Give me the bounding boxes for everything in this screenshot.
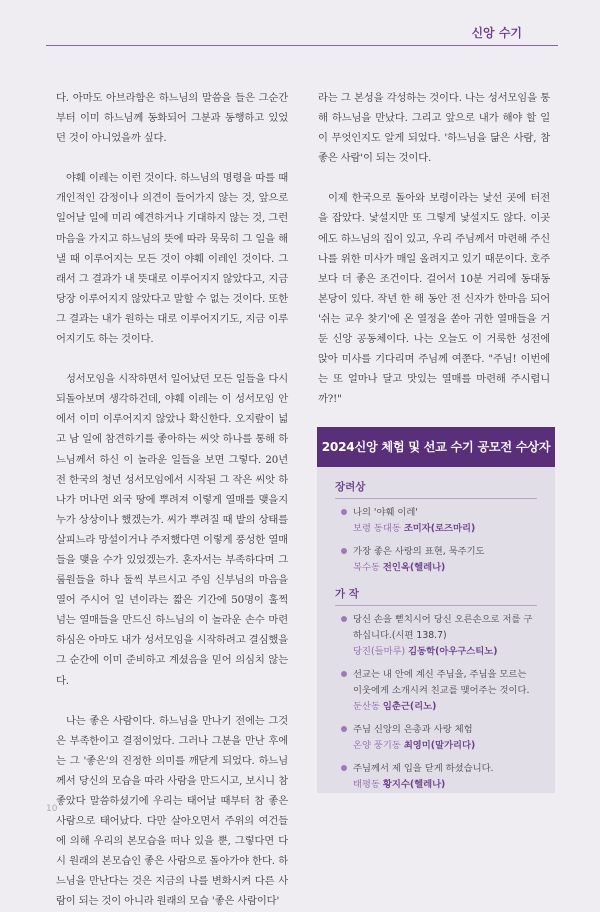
page-number: 10 bbox=[46, 804, 58, 814]
paragraph: 성서모임을 시작하면서 일어났던 모든 일들을 다시 되돌아보며 생각하건데, 야훼 이레는 이 성서모임 안에서 이미 이루어지지 않았나 확신한다. 오지랖이 넓고 남 일에 참견하기를 좋아하는 씨앗 하나를 통해 하느님께서 하신 이 놀라운 일들을 보면 그렇다. 20년 전 한국의 청년 성서모임에서 시작된 그 작은 씨앗 하나가 머나먼 외국 땅에 뿌려져 이렇게 열매를 맺을지 누가 상상이나 했겠는가. 씨가 뿌려질 때 밭의 상태를 살피느라 망설이거나 주저했다면 이렇게 풍성한 열매들을 맺을 수가 있었겠는가. 혼자서는 부족하다며 그 룹원들을 하나 둘씩 부르시고 주임 신부님의 마음을 열어 주시어 일 년이라는 짧은 기간에 50명이 훌쩍 넘는 열매들을 만드신 하느님의 이 놀라운 손수 마련하심은 아마도 내가 성서모임을 시작하려고 결심했을 그 순간에 이미 준비하고 계셨음을 믿어 의심치 않는다. bbox=[56, 373, 288, 687]
award-entry bbox=[335, 544, 537, 576]
entry-parish: 복수동 bbox=[353, 562, 380, 573]
entry-author bbox=[353, 738, 537, 754]
entry-title: 당신 손을 뻗치시어 당신 오른손으로 저를 구하십니다.(시편 138.7) bbox=[353, 614, 533, 641]
paragraph: 나는 좋은 사람이다. 하느님을 만나기 전에는 그것은 부족한이고 결점이었다. 그러나 그분을 만난 후에는 그 '좋은'의 진정한 의미를 깨닫게 되었다. 하느님께서 당신의 모습을 따라 사람을 만드시고, 보시니 참 좋았다 말씀하셨기에 우리는 태어날 때부터 참 좋은 사람으로 태어났다. 다만 살아오면서 주위의 여건들에 의해 우리의 본모습을 떠나 있을 뿐, 그렇다면 다시 원래의 본모습인 좋은 사람으로 돌아가야 한다. 하느님을 만난다는 것은 지금의 나를 변화시켜 다른 사람이 되는 것이 아니라 원래의 모습 '좋은 사람이다' bbox=[56, 714, 288, 908]
paragraph: 야훼 이레는 이런 것이다. 하느님의 명령을 따를 때 개인적인 감정이나 의견이 들어가지 않는 것, 앞으로 일어날 일에 미리 예견하거나 기대하지 않는 것, 그런 마음을 가지고 하느님의 뜻에 따라 묵묵히 그 일을 해낼 때 이루어지는 모든 것이 야훼 이레인 것이다. 그래서 그 결과가 내 뜻대로 이루어지지 않았다고, 지금 당장 이루어지지 않았다고 말할 수 없는 것이다. 또한 그 결과는 내가 원하는 대로 이루어지기도, 지금 이루어지기도 하는 것이다. bbox=[56, 172, 288, 346]
page-header bbox=[46, 22, 558, 41]
entry-name: 최영미(말가리다) bbox=[403, 740, 476, 751]
entry-name: 전인옥(헬레나) bbox=[382, 562, 446, 573]
award-section-title: 장려상 bbox=[335, 481, 366, 493]
bullet-icon bbox=[341, 671, 347, 677]
paragraph: 라는 그 본성을 각성하는 것이다. 나는 성서모임을 통해 하느님을 만났다. 그리고 앞으로 내가 해야 할 일이 무엇인지도 알게 되었다. '하느님을 닮은 사람, 참 좋은 사람'이 되는 것이다. bbox=[318, 92, 550, 165]
award-entry bbox=[335, 612, 537, 660]
section-divider bbox=[335, 498, 537, 499]
entry-parish: 둔산동 bbox=[353, 701, 380, 712]
entry-author bbox=[353, 777, 537, 793]
entry-title: 나의 '야훼 이레' bbox=[353, 507, 418, 518]
award-entry bbox=[335, 667, 537, 715]
entry-title: 주님 신앙의 은총과 사랑 체험 bbox=[353, 724, 473, 735]
award-section-title: 가 작 bbox=[335, 588, 359, 600]
award-entry bbox=[335, 722, 537, 754]
right-column bbox=[318, 88, 550, 409]
entry-title: 주님께서 제 입을 닫게 하셨습니다. bbox=[353, 763, 494, 774]
bullet-icon bbox=[341, 726, 347, 732]
entry-title: 가장 좋은 사랑의 표현, 묵주기도 bbox=[353, 546, 485, 557]
bullet-icon bbox=[341, 765, 347, 771]
bullet-icon bbox=[341, 616, 347, 622]
entry-name: 김동학(아우구스티노) bbox=[408, 646, 498, 657]
entry-parish: 당진(들마루) bbox=[353, 646, 406, 657]
award-body bbox=[317, 467, 555, 793]
entry-parish: 태평동 bbox=[353, 779, 380, 790]
entry-author bbox=[353, 644, 537, 660]
entry-name: 황지수(헬레나) bbox=[382, 779, 446, 790]
award-title: 2024신앙 체험 및 선교 수기 공모전 수상자 bbox=[317, 427, 555, 467]
entry-parish: 보령 동대동 bbox=[353, 523, 401, 534]
paragraph: 다. 아마도 아브라함은 하느님의 말씀을 들은 그순간부터 이미 하느님께 동화되어 그분과 동행하고 있었던 것이 아니었을까 싶다. bbox=[56, 92, 288, 145]
award-entry bbox=[335, 505, 537, 537]
section-divider bbox=[335, 605, 537, 606]
entry-name: 조미자(로즈마리) bbox=[403, 523, 476, 534]
paragraph: 이제 한국으로 돌아와 보령이라는 낯선 곳에 터전을 잡았다. 낯설지만 또 그렇게 낯설지도 않다. 이곳에도 하느님의 집이 있고, 우리 주님께서 마련해 주신 나를 위한 미사가 매일 올려지고 있기 때문이다. 호주보다 더 좋은 조건이다. 걸어서 10분 거리에 동대동 본당이 있다. 작년 한 해 동안 전 신자가 한마음 되어 '쉬는 교우 찾기'에 온 열정을 쏟아 귀한 열매들을 거둔 신앙 공동체이다. 나는 오늘도 이 거룩한 성전에 앉아 미사를 기다리며 주님께 여쭌다. "주님! 이번에는 또 얼마나 달고 맛있는 열매를 마련해 주시렵니까?!" bbox=[318, 192, 550, 406]
award-box bbox=[317, 427, 555, 793]
entry-author bbox=[353, 521, 537, 537]
entry-author bbox=[353, 560, 537, 576]
award-entry bbox=[335, 761, 537, 793]
header-divider bbox=[46, 45, 558, 46]
entry-author bbox=[353, 699, 537, 715]
section-title: 신앙 수기 bbox=[471, 26, 522, 40]
bullet-icon bbox=[341, 548, 347, 554]
bullet-icon bbox=[341, 509, 347, 515]
entry-title: 선교는 내 안에 계신 주님을, 주님을 모르는 이웃에게 소개시켜 친교를 맺어주는 것이다. bbox=[353, 669, 530, 696]
entry-parish: 온양 풍기동 bbox=[353, 740, 401, 751]
left-column bbox=[56, 88, 288, 912]
entry-name: 임춘근(리노) bbox=[382, 701, 437, 712]
